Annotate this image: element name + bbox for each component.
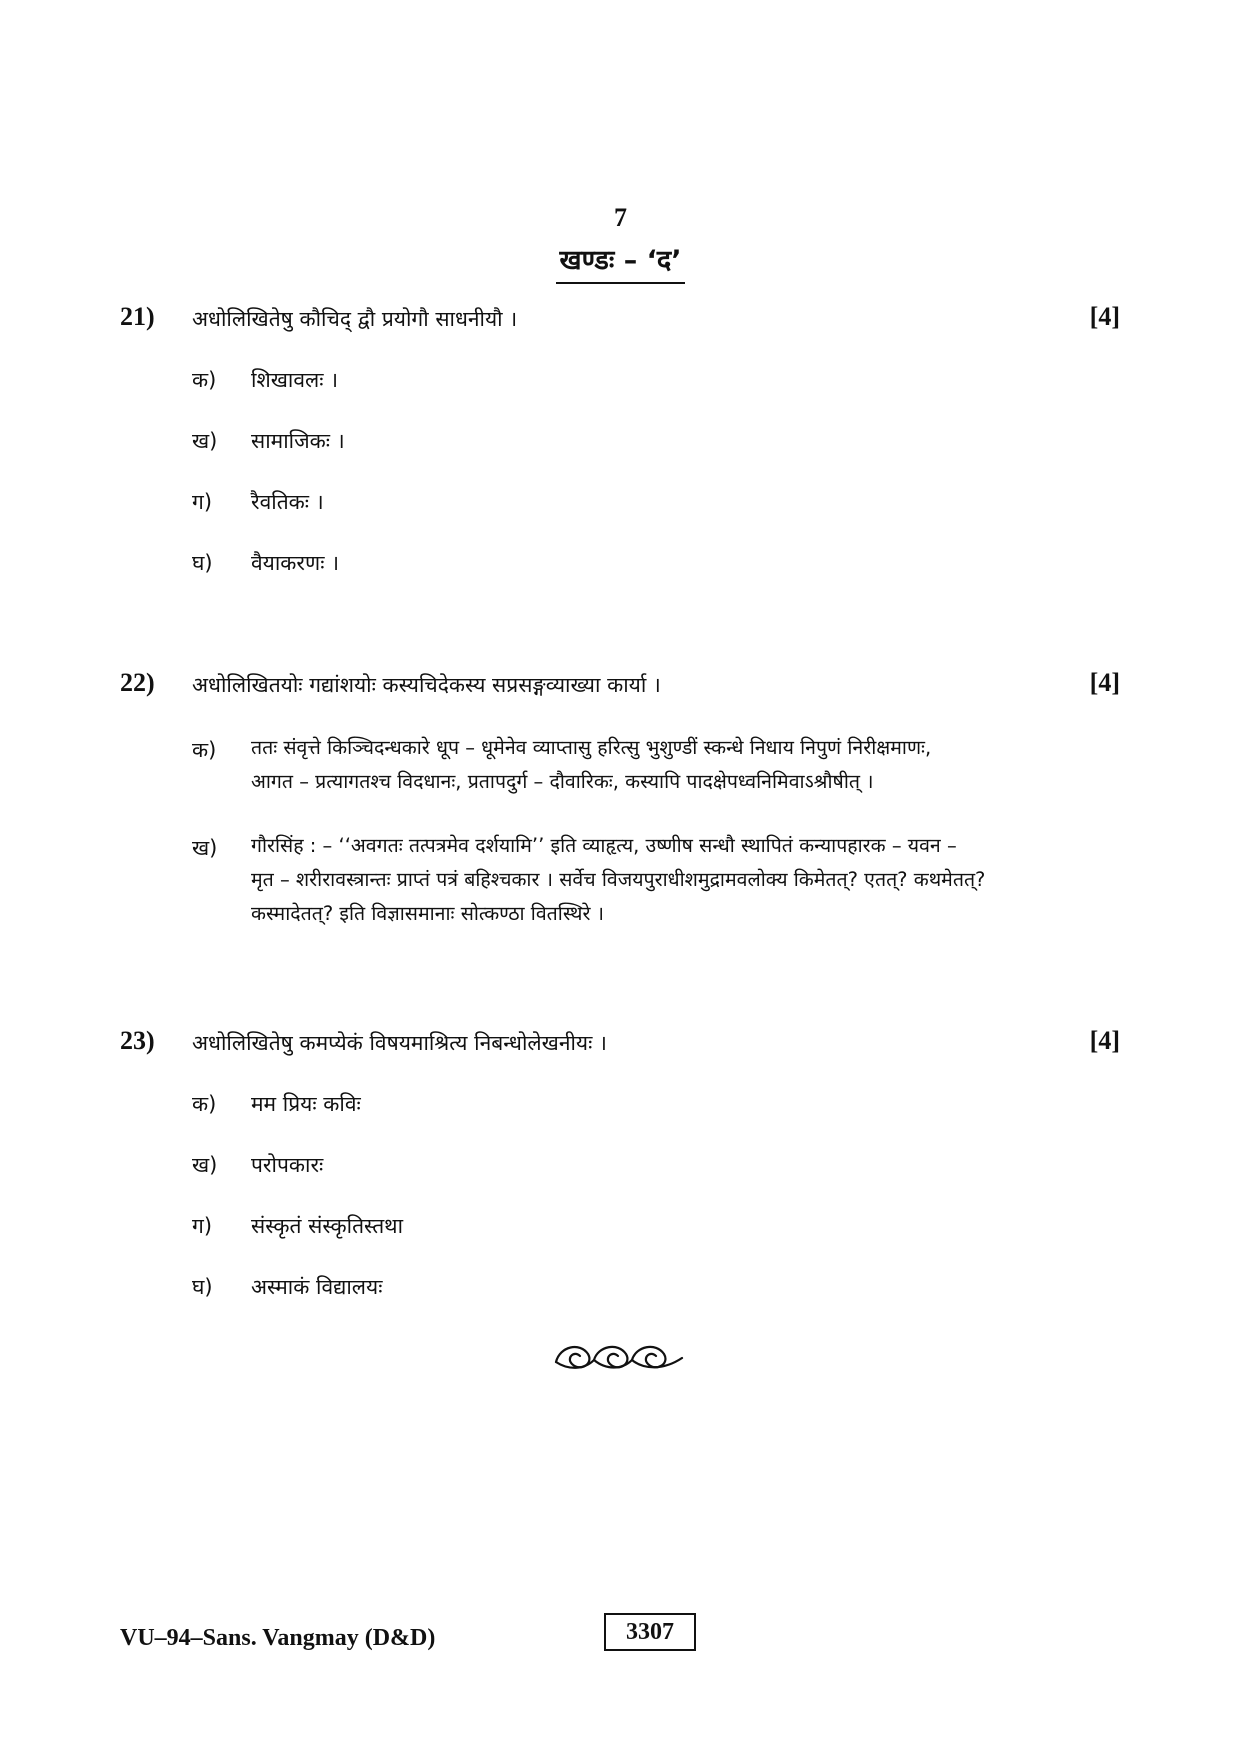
section-heading-text: खण्डः – ‘द’	[556, 240, 686, 284]
passage-line: मृत – शरीरावस्त्रान्तः प्राप्तं पत्रं बहिश्चकार । सर्वेच विजयपुराधीशमुद्रामवलोक्य किमेतत्? एतत्? कथमेतत्?	[251, 868, 986, 891]
option-label: ग)	[192, 1214, 213, 1238]
passage-line: गौरसिंह : – ‘‘अवगतः तत्पत्रमेव दर्शयामि’’ इति व्याहृत्य, उष्णीष सन्धौ स्थापितं कन्यापहारक – यवन –	[251, 834, 957, 857]
section-heading	[0, 240, 1241, 284]
option-label: क)	[192, 368, 217, 392]
question-marks: [4]	[1089, 1026, 1120, 1055]
option-label: ग)	[192, 490, 213, 514]
passage-text	[251, 731, 1121, 799]
option-text: परोपकारः	[251, 1153, 324, 1177]
passage-line: कस्मादेतत्? इति विज्ञासमानाः सोत्कण्ठा वितस्थिरे ।	[251, 902, 605, 925]
option-text: रैवतिकः ।	[251, 490, 324, 514]
passage-line: आगत – प्रत्यागतश्च विदधानः, प्रतापदुर्ग – दौवारिकः, कस्यापि पादक्षेपध्वनिमिवाऽश्रौषीत् ।	[251, 770, 874, 793]
option-label: ख)	[192, 429, 218, 453]
option-label: ख)	[192, 836, 218, 860]
question-number: 22)	[120, 668, 155, 697]
question-marks: [4]	[1089, 302, 1120, 331]
option-text: संस्कृतं संस्कृतिस्तथा	[251, 1214, 404, 1238]
question-number: 21)	[120, 302, 155, 331]
option-label: घ)	[192, 1275, 213, 1299]
option-label: घ)	[192, 551, 213, 575]
question-marks: [4]	[1089, 668, 1120, 697]
question-text: अधोलिखितेषु कमप्येकं विषयमाश्रित्य निबन्धोलेखनीयः ।	[192, 1031, 607, 1055]
footer-paper-code: VU–94–Sans. Vangmay (D&D)	[120, 1625, 436, 1651]
page-number: 7	[614, 203, 627, 232]
option-label: क)	[192, 1092, 217, 1116]
option-text: सामाजिकः ।	[251, 429, 345, 453]
question-text: अधोलिखितेषु कौचिद् द्वौ प्रयोगौ साधनीयौ ।	[192, 307, 518, 331]
option-text: वैयाकरणः ।	[251, 551, 340, 575]
question-number: 23)	[120, 1026, 155, 1055]
option-text: मम प्रियः कविः	[251, 1092, 361, 1116]
option-label: क)	[192, 738, 217, 762]
option-label: ख)	[192, 1153, 218, 1177]
question-text: अधोलिखितयोः गद्यांशयोः कस्यचिदेकस्य सप्रसङ्गव्याख्या कार्या ।	[192, 673, 661, 697]
option-text: शिखावलः ।	[251, 368, 339, 392]
option-text: अस्माकं विद्यालयः	[251, 1275, 383, 1299]
footer-page-code: 3307	[604, 1613, 696, 1651]
triple-swirl-ornament-icon	[550, 1330, 690, 1380]
passage-text	[251, 829, 1121, 931]
passage-line: ततः संवृत्ते किञ्चिदन्धकारे धूप – धूमेनेव व्याप्तासु हरित्सु भुशुण्डीं स्कन्धे निधाय निपुणं निरीक्षमाणः,	[251, 736, 932, 759]
